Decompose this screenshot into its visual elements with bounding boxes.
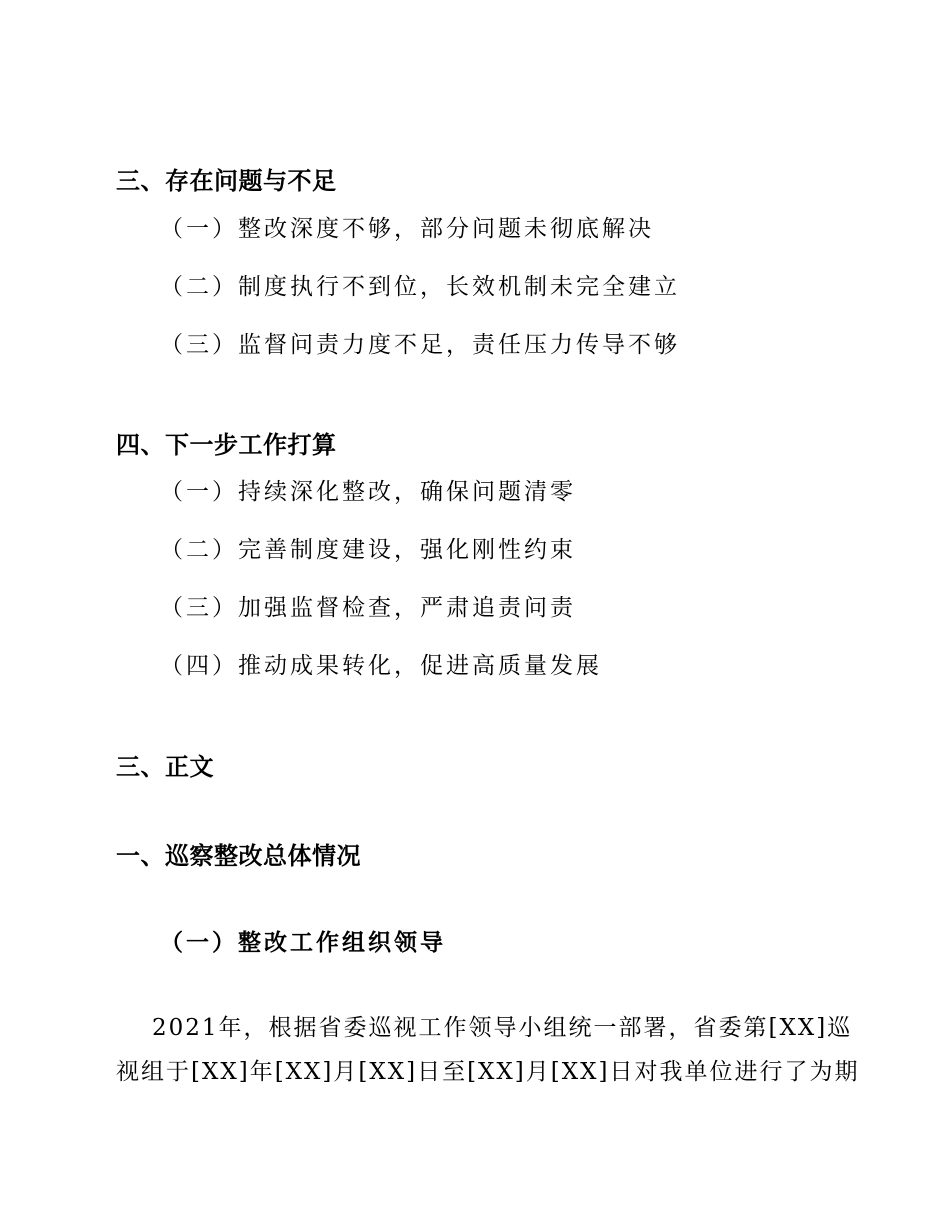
list-item: （三）加强监督检查，严肃追责问责 xyxy=(160,595,576,621)
paragraph-line: 2021年，根据省委巡视工作领导小组统一部署，省委第[XX]巡 xyxy=(152,1015,853,1041)
list-item: （一）持续深化整改，确保问题清零 xyxy=(160,479,576,505)
list-item: （二）完善制度建设，强化刚性约束 xyxy=(160,537,576,563)
list-item: （四）推动成果转化，促进高质量发展 xyxy=(160,653,602,679)
subsection-heading-leadership: （一）整改工作组织领导 xyxy=(160,929,446,956)
list-item: （三）监督问责力度不足，责任压力传导不够 xyxy=(160,332,680,358)
section-heading-next-steps: 四、下一步工作打算 xyxy=(116,431,337,459)
list-item: （二）制度执行不到位，长效机制未完全建立 xyxy=(160,274,680,300)
section-heading-overview: 一、巡察整改总体情况 xyxy=(116,842,361,870)
paragraph-line: 视组于[XX]年[XX]月[XX]日至[XX]月[XX]日对我单位进行了为期 xyxy=(116,1059,860,1085)
main-text-heading: 三、正文 xyxy=(116,753,214,781)
section-heading-problems: 三、存在问题与不足 xyxy=(116,167,337,195)
list-item: （一）整改深度不够，部分问题未彻底解决 xyxy=(160,216,654,242)
